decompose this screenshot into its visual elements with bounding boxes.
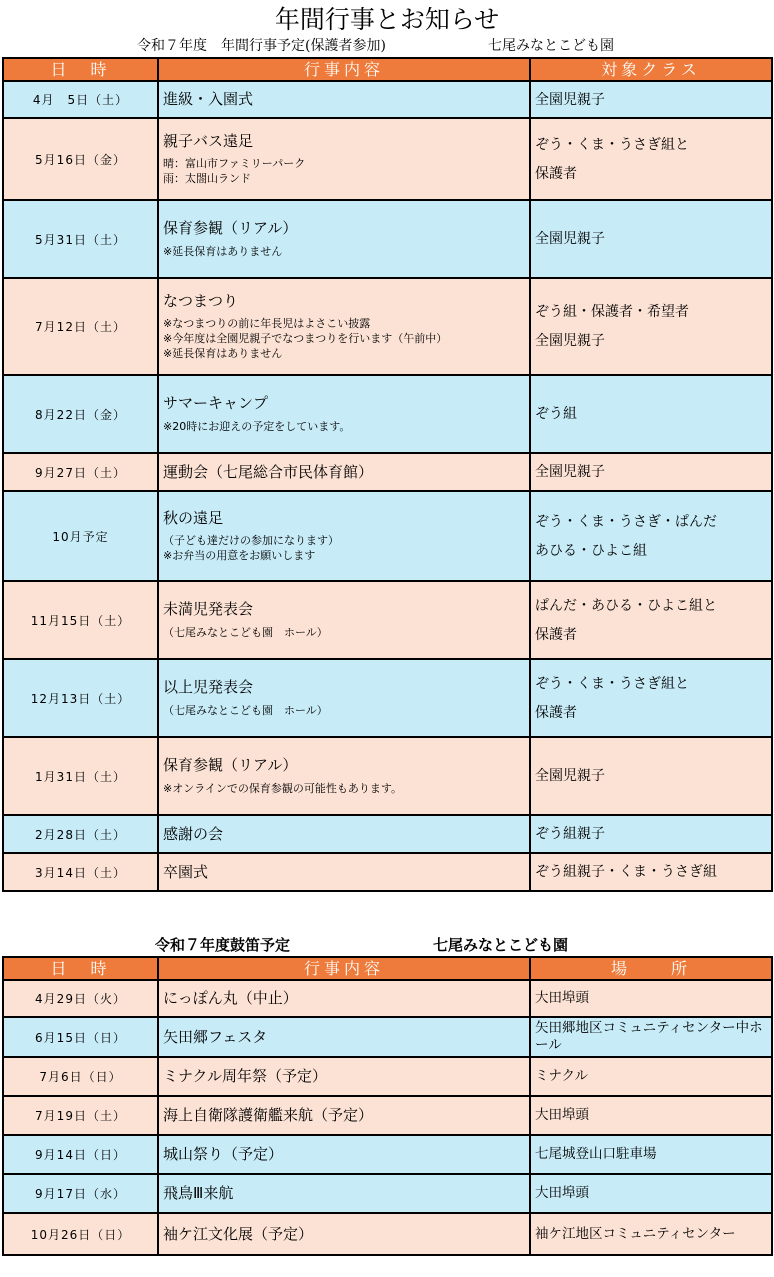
- event-content: [158, 581, 530, 659]
- target-class-line: ぞう組: [535, 406, 577, 422]
- event-note: ※20時にお迎えの予定をしています。: [163, 420, 351, 433]
- target-class-line: ぞう組・保護者・希望者: [535, 304, 689, 320]
- event-content: [158, 1096, 530, 1135]
- target-class-line: ぞう組親子: [535, 826, 605, 842]
- table-header: [3, 58, 772, 81]
- target-class: [530, 491, 772, 581]
- event-content: [158, 1135, 530, 1174]
- event-content: [158, 118, 530, 200]
- event-note: ※今年度は全園児親子でなつまつりを行います（午前中）: [163, 332, 448, 345]
- table-row: [3, 1135, 772, 1174]
- table-row: [3, 118, 772, 200]
- event-place-text: 矢田郷地区コミュニティセンター中ホール: [535, 1020, 763, 1053]
- event-title: 未満児発表会: [163, 600, 254, 618]
- event-note: ※オンラインでの保育参観の可能性もあります。: [163, 782, 403, 795]
- event-date: 10月26日（日）: [3, 1213, 158, 1255]
- fife-drum-table: [2, 956, 773, 1256]
- target-class: [530, 659, 772, 737]
- event-place: [530, 1017, 772, 1057]
- event-date: 8月22日（金）: [3, 375, 158, 453]
- event-place-text: 大田埠頭: [535, 1185, 589, 1201]
- event-note: （七尾みなとこども園 ホール）: [163, 704, 328, 717]
- target-class-line: あひる・ひよこ組: [535, 542, 647, 559]
- event-date: 6月15日（日）: [3, 1017, 158, 1057]
- table-header: [3, 957, 772, 980]
- header-place: 場 所: [530, 957, 772, 980]
- event-date: 1月31日（土）: [3, 737, 158, 815]
- event-title: 矢田郷フェスタ: [163, 1027, 268, 1046]
- event-content: [158, 1057, 530, 1096]
- event-title: 秋の遠足: [163, 509, 224, 527]
- event-note: （七尾みなとこども園 ホール）: [163, 626, 328, 639]
- event-title: 親子バス遠足: [163, 132, 254, 150]
- event-date: 4月29日（火）: [3, 980, 158, 1017]
- event-note: （子ども達だけの参加になります）: [163, 534, 339, 547]
- event-title: 海上自衛隊護衛艦来航（予定）: [163, 1106, 374, 1124]
- target-class-line: ぞう・くま・うさぎ・ぱんだ: [535, 513, 717, 530]
- event-content: [158, 1174, 530, 1213]
- target-class-line: 保護者: [535, 704, 577, 721]
- table-row: [3, 737, 772, 815]
- page-title: 年間行事とお知らせ: [274, 5, 500, 34]
- target-class: [530, 200, 772, 278]
- event-title: 城山祭り（予定）: [163, 1145, 284, 1163]
- table-row: [3, 980, 772, 1017]
- event-place: [530, 980, 772, 1017]
- table-row: [3, 491, 772, 581]
- event-place-text: 大田埠頭: [535, 1107, 589, 1123]
- event-content: [158, 659, 530, 737]
- target-class: [530, 118, 772, 200]
- event-content: [158, 81, 530, 118]
- target-class-line: 全園児親子: [535, 231, 605, 247]
- event-note: ※なつまつりの前に年長児はよさこい披露: [163, 317, 371, 330]
- table-row: [3, 81, 772, 118]
- table-row: [3, 815, 772, 853]
- event-note: 晴：富山市ファミリーパーク: [163, 157, 306, 170]
- event-content: [158, 737, 530, 815]
- target-class-line: 全園児親子: [535, 91, 605, 108]
- target-class: [530, 81, 772, 118]
- target-class-line: 全園児親子: [535, 464, 605, 480]
- table-row: [3, 1174, 772, 1213]
- event-title: なつまつり: [163, 292, 239, 310]
- event-date: 4月 5日（土）: [3, 81, 158, 118]
- event-title: 運動会（七尾総合市民体育館）: [163, 462, 374, 481]
- table-row: [3, 581, 772, 659]
- table-row: [3, 278, 772, 375]
- header-date: 日 時: [3, 957, 158, 980]
- event-date: 7月19日（土）: [3, 1096, 158, 1135]
- event-place: [530, 1057, 772, 1096]
- table-row: [3, 659, 772, 737]
- event-title: 進級・入園式: [163, 90, 254, 108]
- target-class: [530, 375, 772, 453]
- event-date: 10月予定: [3, 491, 158, 581]
- event-place: [530, 1213, 772, 1255]
- event-date: 7月6日（日）: [3, 1057, 158, 1096]
- event-title: にっぽん丸（中止）: [163, 989, 298, 1007]
- event-date: 11月15日（土）: [3, 581, 158, 659]
- header-event: 行事内容: [158, 58, 530, 81]
- event-note: 雨：太閤山ランド: [163, 172, 251, 185]
- target-class-line: ぞう組親子・くま・うさぎ組: [535, 864, 717, 880]
- table-row: [3, 853, 772, 891]
- annual-events-table: [2, 57, 773, 892]
- event-place-text: 七尾城登山口駐車場: [535, 1146, 657, 1162]
- table-row: [3, 1017, 772, 1057]
- target-class: [530, 815, 772, 853]
- event-content: [158, 980, 530, 1017]
- target-class-line: 保護者: [535, 626, 577, 643]
- school-name: 七尾みなとこども園: [488, 38, 614, 54]
- event-content: [158, 453, 530, 491]
- event-title: 袖ケ江文化展（予定）: [163, 1224, 314, 1243]
- event-title: 飛鳥Ⅲ来航: [163, 1184, 234, 1202]
- fife-drum-title: 令和７年度鼓笛予定: [155, 936, 291, 954]
- event-note: ※お弁当の用意をお願いします: [163, 549, 316, 562]
- target-class: [530, 853, 772, 891]
- target-class: [530, 581, 772, 659]
- event-content: [158, 815, 530, 853]
- header-date: 日 時: [3, 58, 158, 81]
- event-title: ミナクル周年祭（予定）: [163, 1067, 327, 1085]
- event-title: 感謝の会: [163, 824, 224, 843]
- table-row: [3, 200, 772, 278]
- event-title: 保育参観（リアル）: [163, 756, 298, 774]
- target-class-line: 保護者: [535, 165, 577, 182]
- event-date: 9月14日（日）: [3, 1135, 158, 1174]
- target-class-line: ぞう・くま・うさぎ組と: [535, 136, 689, 153]
- table-row: [3, 375, 772, 453]
- target-class: [530, 453, 772, 491]
- event-content: [158, 375, 530, 453]
- table-row: [3, 453, 772, 491]
- event-date: 3月14日（土）: [3, 853, 158, 891]
- schedule-subtitle: 令和７年度 年間行事予定(保護者参加): [137, 38, 386, 54]
- event-title: 保育参観（リアル）: [163, 219, 298, 237]
- event-date: 2月28日（土）: [3, 815, 158, 853]
- header-class: 対象クラス: [530, 58, 772, 81]
- event-content: [158, 1213, 530, 1255]
- event-note: ※延長保育はありません: [163, 347, 283, 360]
- event-date: 5月16日（金）: [3, 118, 158, 200]
- event-place-text: 大田埠頭: [535, 990, 589, 1006]
- table-row: [3, 1213, 772, 1255]
- target-class-line: ぞう・くま・うさぎ組と: [535, 675, 689, 692]
- target-class-line: 全園児親子: [535, 333, 605, 349]
- event-date: 5月31日（土）: [3, 200, 158, 278]
- target-class: [530, 737, 772, 815]
- target-class: [530, 278, 772, 375]
- event-content: [158, 1017, 530, 1057]
- event-place: [530, 1096, 772, 1135]
- table-row: [3, 1096, 772, 1135]
- event-place: [530, 1174, 772, 1213]
- event-place-text: ミナクル: [535, 1068, 589, 1084]
- event-date: 12月13日（土）: [3, 659, 158, 737]
- event-content: [158, 200, 530, 278]
- target-class-line: ぱんだ・あひる・ひよこ組と: [535, 597, 717, 614]
- target-class-line: 全園児親子: [535, 768, 605, 784]
- event-date: 9月17日（水）: [3, 1174, 158, 1213]
- header-event: 行事内容: [158, 957, 530, 980]
- event-place-text: 袖ケ江地区コミュニティセンター: [535, 1225, 736, 1242]
- event-title: サマーキャンプ: [163, 394, 269, 412]
- event-date: 7月12日（土）: [3, 278, 158, 375]
- event-place: [530, 1135, 772, 1174]
- event-title: 卒園式: [163, 862, 209, 881]
- fife-drum-school: 七尾みなとこども園: [433, 936, 569, 954]
- event-date: 9月27日（土）: [3, 453, 158, 491]
- event-title: 以上児発表会: [163, 678, 254, 696]
- event-note: ※延長保育はありません: [163, 245, 283, 258]
- event-content: [158, 853, 530, 891]
- table-row: [3, 1057, 772, 1096]
- event-content: [158, 278, 530, 375]
- event-content: [158, 491, 530, 581]
